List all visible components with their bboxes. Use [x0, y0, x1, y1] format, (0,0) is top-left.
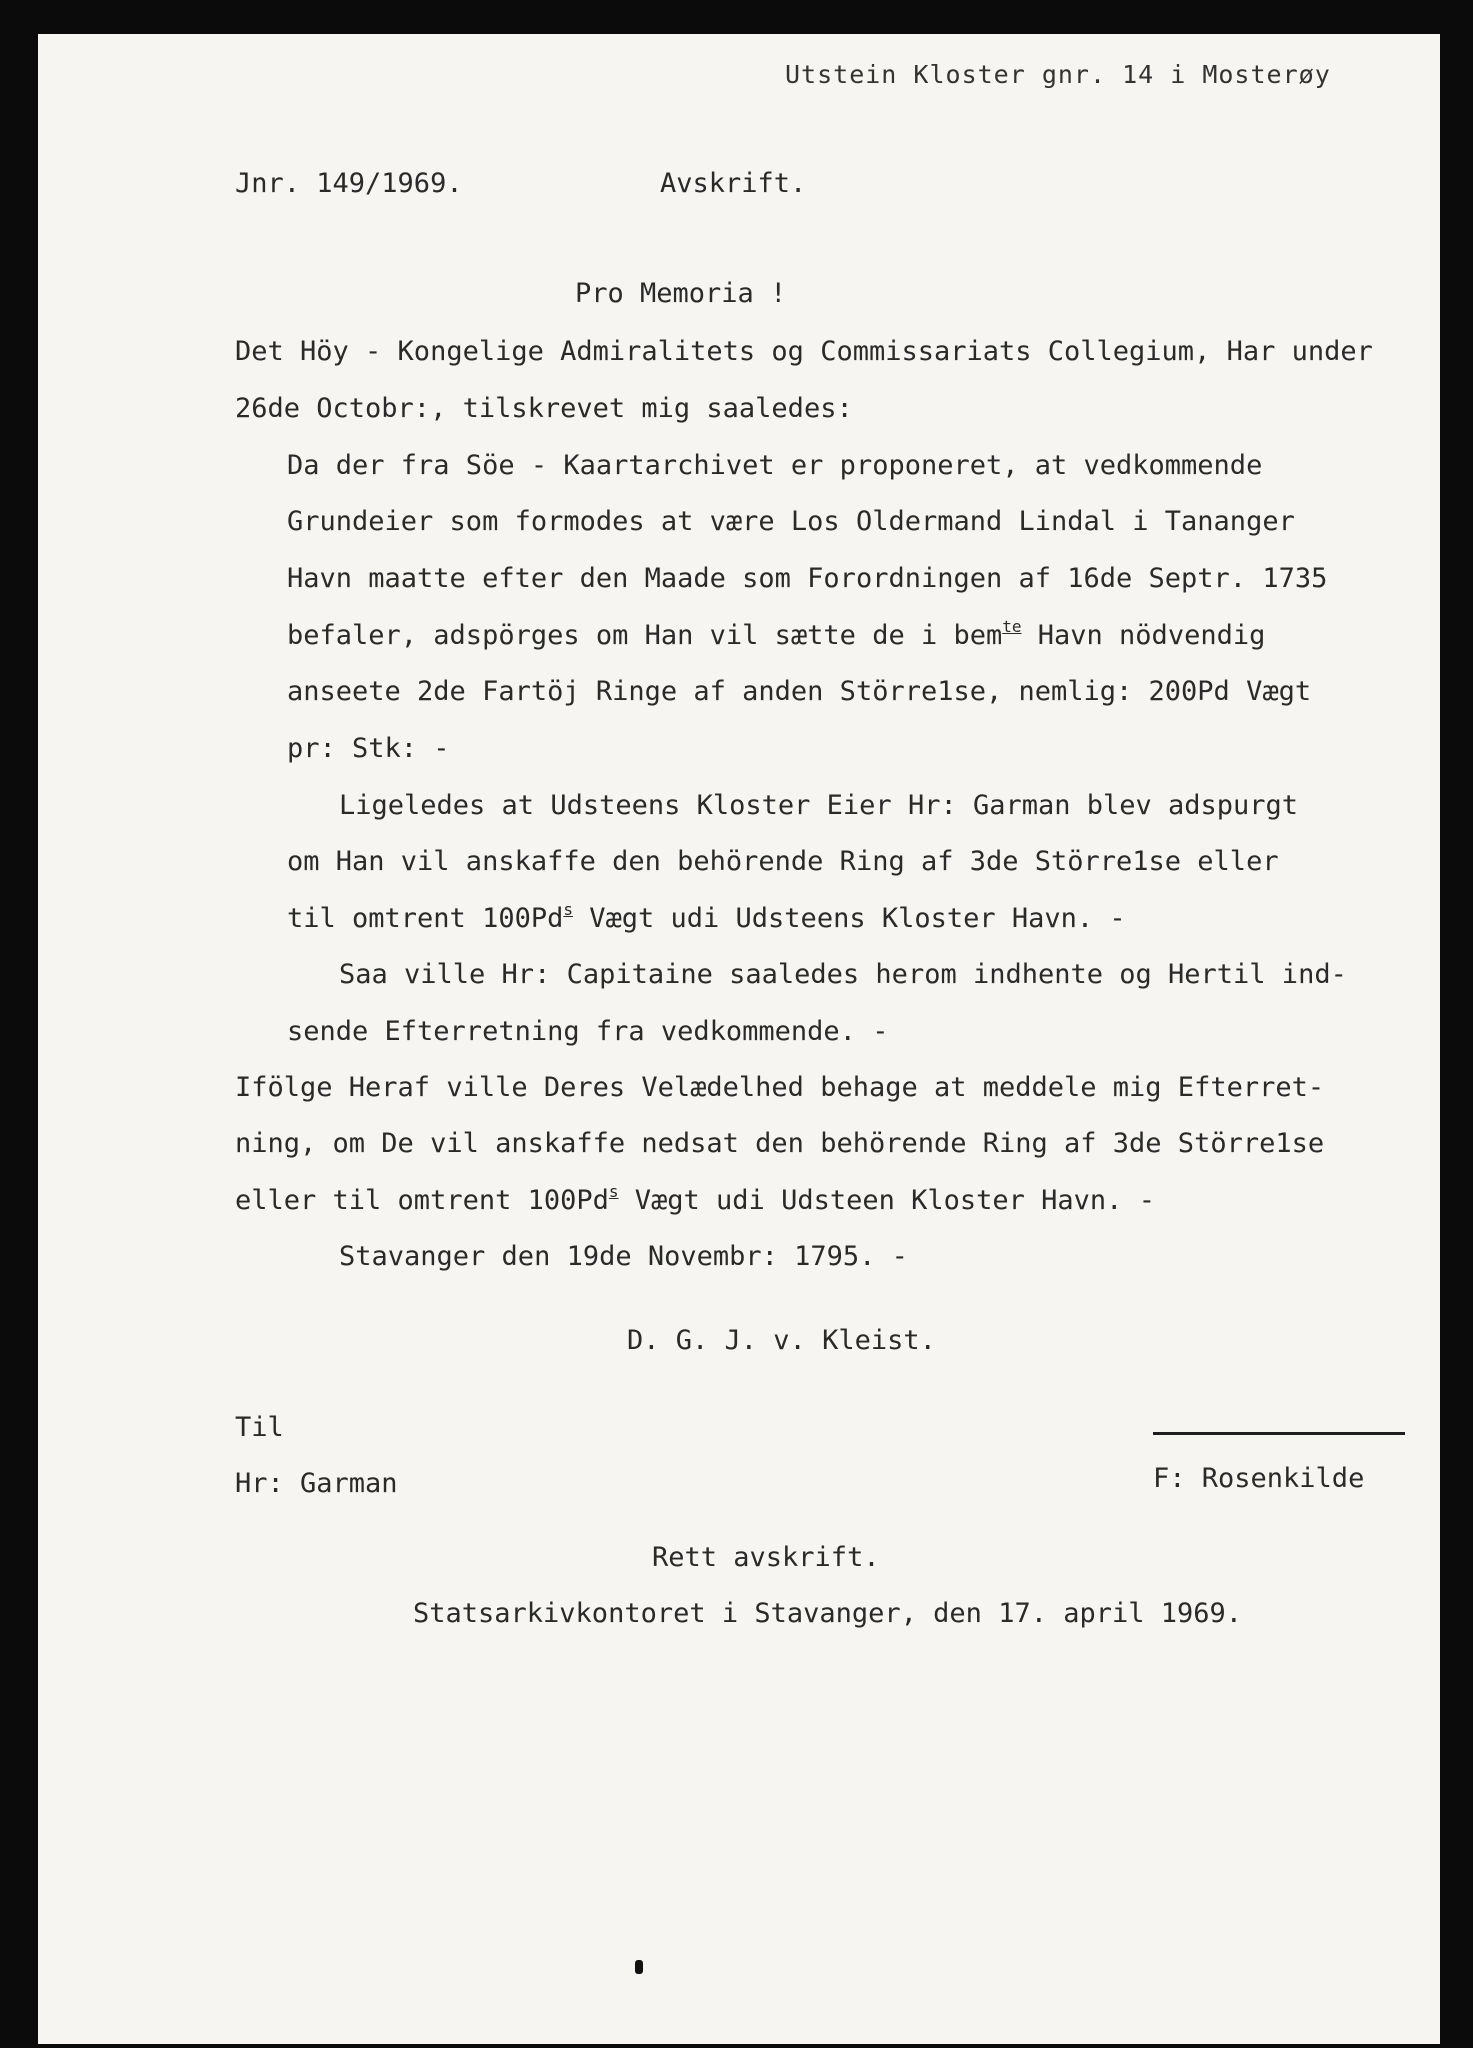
signature: D. G. J. v. Kleist. [627, 1325, 936, 1356]
superscript: te [1002, 617, 1022, 636]
body-line-9: Ligeledes at Udsteens Kloster Eier Hr: Garman blev adspurgt [339, 790, 1299, 821]
body-line-5: Havn maatte efter den Maade som Forordningen af 16de Septr. 1735 [287, 563, 1328, 594]
body-line-8: pr: Stk: - [287, 733, 450, 764]
journal-number: Jnr. 149/1969. [235, 168, 463, 199]
body-line-6: befaler, adspörges om Han vil sætte de i bem$^{te}$ Havn nödvendig [287, 617, 1266, 651]
copy-signer: F: Rosenkilde [1153, 1463, 1365, 1494]
body-line-10: om Han vil anskaffe den behörende Ring af 3de Större1se eller [287, 846, 1279, 877]
body-line-16: eller til omtrent 100Pd$^s$ Vægt udi Udsteen Kloster Havn. - [235, 1182, 1155, 1216]
certification: Rett avskrift. [652, 1542, 880, 1573]
superscript: s [608, 1182, 619, 1201]
body-line-4: Grundeier som formodes at være Los Oldermand Lindal i Tananger [287, 506, 1295, 537]
body-line-15: ning, om De vil anskaffe nedsat den behörende Ring af 3de Större1se [235, 1128, 1325, 1159]
body-line-1: Det Höy - Kongelige Admiralitets og Commissariats Collegium, Har under [235, 336, 1373, 367]
archive-reference: Utstein Kloster gnr. 14 i Mosterøy [785, 60, 1331, 89]
body-line-11: til omtrent 100Pd$^s$ Vægt udi Udsteens Kloster Havn. - [287, 900, 1126, 934]
memo-heading: Pro Memoria ! [575, 278, 787, 309]
body-line-17: Stavanger den 19de Novembr: 1795. - [339, 1241, 908, 1272]
body-line-2: 26de Octobr:, tilskrevet mig saaledes: [235, 393, 853, 424]
document-type: Avskrift. [660, 168, 807, 199]
office-date: Statsarkivkontoret i Stavanger, den 17. april 1969. [413, 1598, 1243, 1629]
recipient-label: Til [235, 1412, 284, 1443]
body-line-12: Saa ville Hr: Capitaine saaledes herom indhente og Hertil ind- [339, 959, 1347, 990]
superscript: s [563, 900, 573, 919]
signature-rule [1153, 1432, 1405, 1435]
recipient-name: Hr: Garman [235, 1468, 398, 1499]
body-line-3: Da der fra Söe - Kaartarchivet er proponeret, at vedkommende [287, 450, 1263, 481]
body-line-14: Ifölge Heraf ville Deres Velædelhed behage at meddele mig Efterret- [235, 1072, 1325, 1103]
body-line-13: sende Efterretning fra vedkommende. - [287, 1016, 889, 1047]
body-line-7: anseete 2de Fartöj Ringe af anden Större1se, nemlig: 200Pd Vægt [287, 676, 1312, 707]
ink-mark [635, 1960, 643, 1974]
